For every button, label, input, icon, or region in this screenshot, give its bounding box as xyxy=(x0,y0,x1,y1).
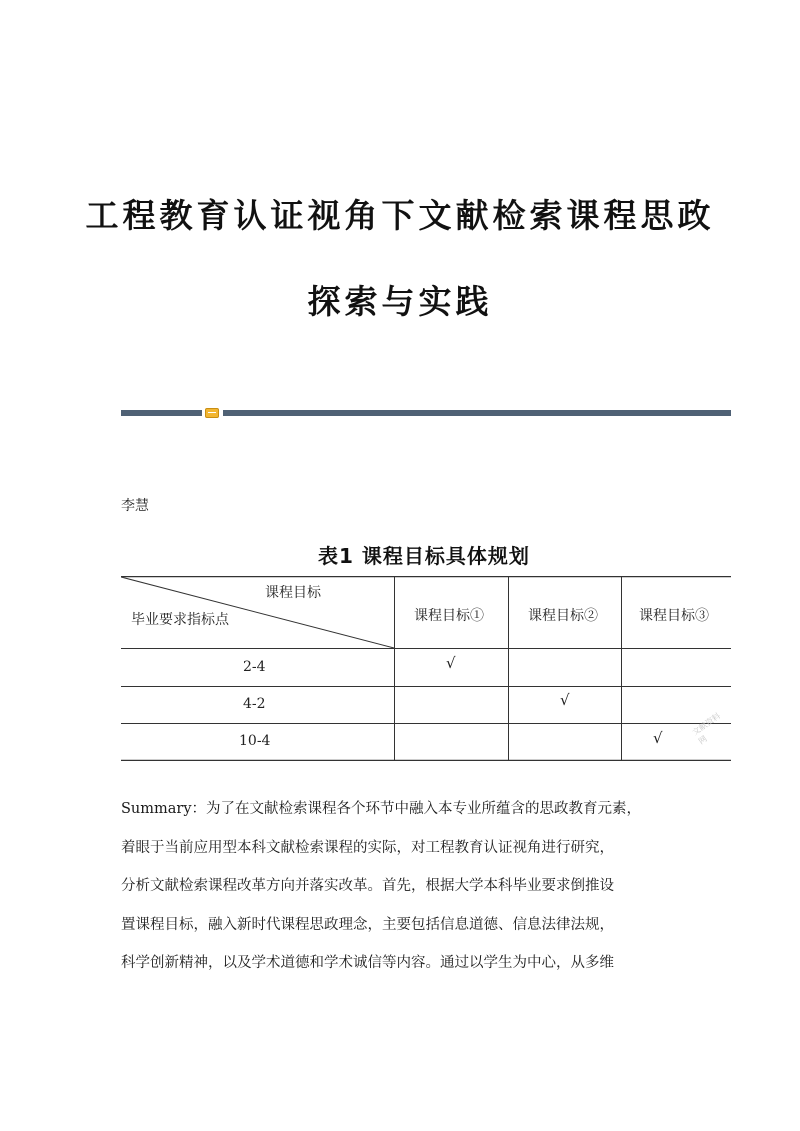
table-grid xyxy=(121,576,731,761)
header-course-objective: 课程目标 xyxy=(265,585,321,601)
check-mark: √ xyxy=(446,654,456,672)
summary-paragraph xyxy=(121,790,681,983)
row-label: 4-2 xyxy=(243,696,266,712)
column-header: 课程目标① xyxy=(414,608,484,624)
summary-line: Summary：为了在文献检索课程各个环节中融入本专业所蕴含的思政教育元素， xyxy=(121,801,642,817)
divider-bar-left xyxy=(121,410,202,416)
summary-line: 置课程目标，融入新时代课程思政理念，主要包括信息道德、信息法律法规， xyxy=(121,916,614,933)
summary-line: 分析文献检索课程改革方向并落实改革。首先，根据大学本科毕业要求倒推设 xyxy=(121,878,614,895)
title-divider xyxy=(121,408,731,417)
check-mark: √ xyxy=(560,691,570,709)
column-header: 课程目标③ xyxy=(639,608,709,624)
column-header: 课程目标② xyxy=(528,608,598,624)
header-graduation-requirement: 毕业要求指标点 xyxy=(131,612,229,628)
summary-line: 着眼于当前应用型本科文献检索课程的实际，对工程教育认证视角进行研究， xyxy=(121,839,614,856)
row-label: 2-4 xyxy=(243,659,266,675)
summary-line: 科学创新精神，以及学术道德和学术诚信等内容。通过以学生为中心，从多维 xyxy=(121,955,614,972)
table-caption: 表1 课程目标具体规划 xyxy=(318,544,530,568)
course-objectives-table xyxy=(121,576,731,761)
row-label: 10-4 xyxy=(239,733,271,749)
divider-badge-icon xyxy=(205,408,219,418)
watermark: 文献资料网 xyxy=(690,711,723,747)
check-mark: √ xyxy=(653,729,663,747)
document-title-line-1: 工程教育认证视角下文献检索课程思政 xyxy=(85,196,715,235)
divider-bar-right xyxy=(223,410,731,416)
author-name: 李慧 xyxy=(121,498,149,514)
document-title-line-2: 探索与实践 xyxy=(307,282,493,321)
